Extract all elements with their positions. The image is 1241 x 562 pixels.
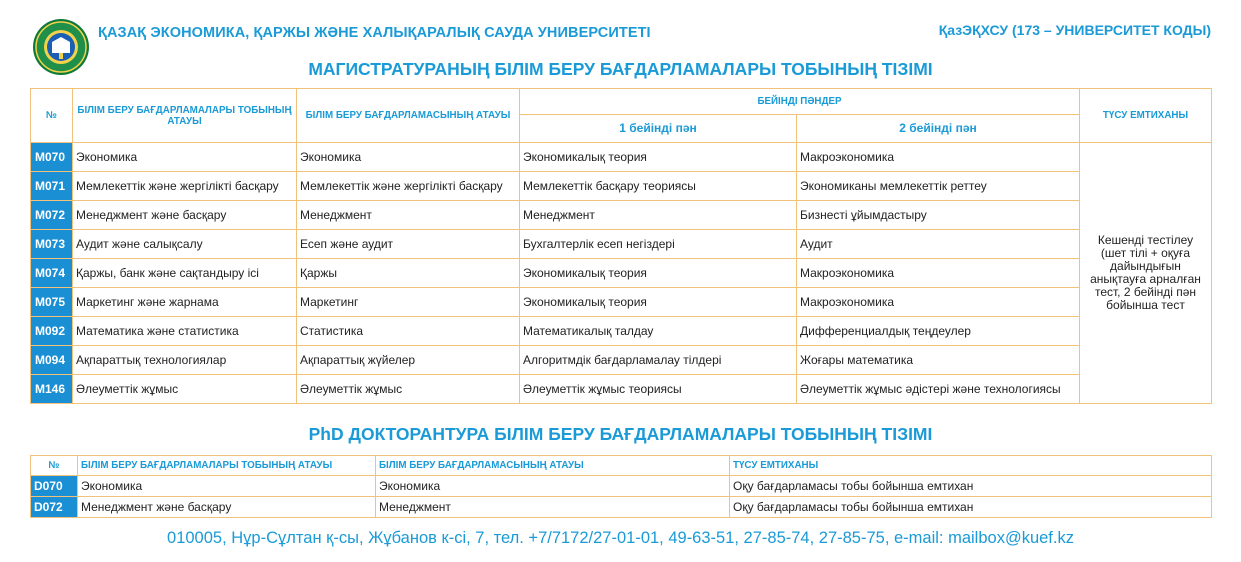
row-subject2: Макроэкономика: [797, 143, 1080, 172]
table-row: [31, 288, 1212, 317]
table-row: [31, 346, 1212, 375]
phd-col-group-header: БІЛІМ БЕРУ БАҒДАРЛАМАЛАРЫ ТОБЫНЫҢ АТАУЫ: [78, 456, 376, 476]
row-code: M074: [31, 259, 73, 288]
row-program: Экономика: [297, 143, 520, 172]
row-subject1: Экономикалық теория: [520, 259, 797, 288]
table-row: [31, 317, 1212, 346]
table-row: [31, 375, 1212, 404]
phd-col-exam-header: ТҮСУ ЕМТИХАНЫ: [730, 456, 1212, 476]
row-subject2: Бизнесті ұйымдастыру: [797, 201, 1080, 230]
row-group: Экономика: [78, 476, 376, 497]
masters-table: [30, 88, 1212, 404]
row-group: Әлеуметтік жұмыс: [73, 375, 297, 404]
university-code: ҚазЭҚХСУ (173 – УНИВЕРСИТЕТ КОДЫ): [938, 22, 1211, 38]
row-group: Қаржы, банк және сақтандыру ісі: [73, 259, 297, 288]
table-row: [31, 172, 1212, 201]
row-program: Ақпараттық жүйелер: [297, 346, 520, 375]
row-code: M071: [31, 172, 73, 201]
row-subject2: Жоғары математика: [797, 346, 1080, 375]
col-subject1-header: 1 бейінді пән: [520, 115, 797, 143]
row-group: Экономика: [73, 143, 297, 172]
phd-title: PhD ДОКТОРАНТУРА БІЛІМ БЕРУ БАҒДАРЛАМАЛАРЫ ТОБЫНЫҢ ТІЗІМІ: [308, 424, 933, 444]
row-subject1: Менеджмент: [520, 201, 797, 230]
row-group: Маркетинг және жарнама: [73, 288, 297, 317]
table-row: [31, 497, 1212, 518]
exam-description: Кешенді тестілеу (шет тілі + оқуға дайындығын анықтауға арналған тест, 2 бейінді пән бойынша тест: [1080, 143, 1212, 404]
row-program: Экономика: [376, 476, 730, 497]
row-code: M094: [31, 346, 73, 375]
col-exam-header: ТҮСУ ЕМТИХАНЫ: [1080, 89, 1212, 143]
table-row: [31, 143, 1212, 172]
row-program: Статистика: [297, 317, 520, 346]
row-program: Менеджмент: [297, 201, 520, 230]
row-subject1: Математикалық талдау: [520, 317, 797, 346]
row-program: Мемлекеттік және жергілікті басқару: [297, 172, 520, 201]
row-group: Математика және статистика: [73, 317, 297, 346]
col-subject2-header: 2 бейінді пән: [797, 115, 1080, 143]
row-program: Әлеуметтік жұмыс: [297, 375, 520, 404]
row-subject1: Әлеуметтік жұмыс теориясы: [520, 375, 797, 404]
row-subject2: Экономиканы мемлекеттік реттеу: [797, 172, 1080, 201]
row-code: M075: [31, 288, 73, 317]
table-row: [31, 230, 1212, 259]
row-subject2: Аудит: [797, 230, 1080, 259]
row-code: M092: [31, 317, 73, 346]
row-code: M146: [31, 375, 73, 404]
row-subject2: Әлеуметтік жұмыс әдістері және технологиясы: [797, 375, 1080, 404]
row-subject1: Бухгалтерлік есеп негіздері: [520, 230, 797, 259]
table-row: [31, 259, 1212, 288]
row-code: D072: [31, 497, 78, 518]
row-subject1: Экономикалық теория: [520, 143, 797, 172]
row-group: Ақпараттық технологиялар: [73, 346, 297, 375]
row-group: Менеджмент және басқару: [78, 497, 376, 518]
table-row: [31, 201, 1212, 230]
row-exam: Оқу бағдарламасы тобы бойынша емтихан: [730, 497, 1212, 518]
row-group: Аудит және салықсалу: [73, 230, 297, 259]
row-program: Маркетинг: [297, 288, 520, 317]
row-group: Мемлекеттік және жергілікті басқару: [73, 172, 297, 201]
col-program-header: БІЛІМ БЕРУ БАҒДАРЛАМАСЫНЫҢ АТАУЫ: [297, 89, 520, 143]
university-name: ҚАЗАҚ ЭКОНОМИКА, ҚАРЖЫ ЖӘНЕ ХАЛЫҚАРАЛЫҚ САУДА УНИВЕРСИТЕТІ: [98, 25, 651, 41]
row-subject1: Экономикалық теория: [520, 288, 797, 317]
footer-contact: 010005, Нұр-Сұлтан қ-сы, Жұбанов к-сі, 7, тел. +7/7172/27-01-01, 49-63-51, 27-85-74, 27-85-75, e-mail: mailbox@kuef.kz: [167, 529, 1074, 547]
row-group: Менеджмент және басқару: [73, 201, 297, 230]
row-code: M073: [31, 230, 73, 259]
row-program: Қаржы: [297, 259, 520, 288]
col-profile-subjects-header: БЕЙІНДІ ПӘНДЕР: [520, 89, 1080, 115]
table-row: [31, 476, 1212, 497]
row-program: Менеджмент: [376, 497, 730, 518]
row-subject1: Алгоритмдік бағдарламалау тілдері: [520, 346, 797, 375]
row-code: M070: [31, 143, 73, 172]
col-group-header: БІЛІМ БЕРУ БАҒДАРЛАМАЛАРЫ ТОБЫНЫҢ АТАУЫ: [73, 89, 297, 143]
row-code: D070: [31, 476, 78, 497]
row-subject2: Макроэкономика: [797, 259, 1080, 288]
row-code: M072: [31, 201, 73, 230]
row-exam: Оқу бағдарламасы тобы бойынша емтихан: [730, 476, 1212, 497]
row-program: Есеп және аудит: [297, 230, 520, 259]
phd-col-program-header: БІЛІМ БЕРУ БАҒДАРЛАМАСЫНЫҢ АТАУЫ: [376, 456, 730, 476]
masters-title: МАГИСТРАТУРАНЫҢ БІЛІМ БЕРУ БАҒДАРЛАМАЛАРЫ ТОБЫНЫҢ ТІЗІМІ: [308, 59, 933, 79]
row-subject1: Мемлекеттік басқару теориясы: [520, 172, 797, 201]
col-number-header: №: [31, 89, 73, 143]
phd-col-number-header: №: [31, 456, 78, 476]
row-subject2: Дифференциалдық теңдеулер: [797, 317, 1080, 346]
phd-table: [30, 455, 1212, 518]
row-subject2: Макроэкономика: [797, 288, 1080, 317]
